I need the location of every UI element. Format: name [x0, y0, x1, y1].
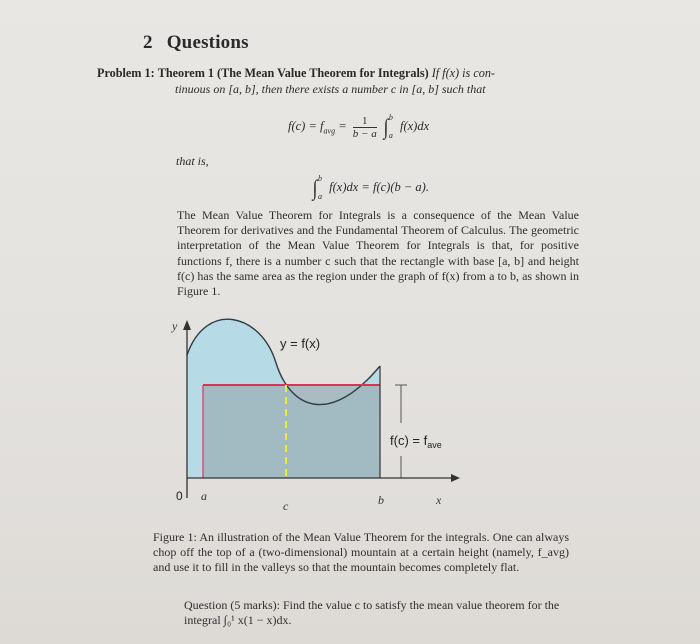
question-block	[184, 598, 576, 628]
eq1-frac-den: b − a	[352, 127, 377, 140]
fave-label: f(c) = f	[390, 433, 428, 448]
theorem-title: Theorem 1 (The Mean Value Theorem for Integrals)	[157, 66, 429, 80]
origin-label: 0	[176, 489, 183, 503]
mean-value-equation	[288, 114, 429, 140]
area-equation	[312, 175, 429, 201]
eq1-fraction	[353, 115, 377, 140]
eq1-equals: =	[338, 118, 347, 133]
figure-caption: Figure 1: An illustration of the Mean Value Theorem for the integrals. One can always chop off the top of a (two-dimensional) mountain at a certain height (namely, f_avg) and use it to fill in the valleys so that the mountain becomes completely flat.	[153, 530, 569, 574]
question-text: Find the value c to satisfy the mean value theorem for the integral ∫₀¹ x(1 − x)dx.	[184, 598, 560, 627]
section-title: Questions	[166, 32, 249, 53]
question-label: Question (5 marks):	[184, 598, 280, 612]
problem-header	[97, 66, 495, 81]
x-axis-arrow	[451, 474, 460, 482]
eq1-sub: avg	[323, 126, 336, 136]
mvt-figure	[166, 318, 466, 518]
eq1-integrand: f(x)dx	[399, 118, 430, 133]
problem-label: Problem 1:	[97, 66, 155, 80]
a-tick-label: a	[201, 489, 207, 503]
theorem-statement-line2: tinuous on [a, b], then there exists a number c in [a, b] such that	[175, 82, 486, 96]
eq2-lower-limit: a	[318, 191, 323, 201]
eq2-upper-limit: b	[318, 173, 323, 183]
c-tick-label: c	[283, 499, 289, 513]
fave-label-group	[390, 433, 442, 450]
x-axis-label: x	[436, 493, 442, 507]
eq2-body: f(x)dx = f(c)(b − a).	[329, 179, 429, 194]
eq1-lower-limit: a	[388, 130, 393, 140]
integral-sign: ∫	[312, 175, 318, 200]
theorem-statement-line1: If f(x) is con-	[431, 66, 495, 80]
eq1-lhs: f(c) = f	[288, 118, 324, 133]
integral-sign: ∫	[383, 114, 389, 139]
y-axis-arrow	[183, 320, 191, 330]
fave-sub: ave	[427, 440, 442, 450]
average-rectangle	[203, 385, 380, 478]
eq1-upper-limit: b	[388, 112, 393, 122]
y-axis-label: y	[172, 319, 178, 333]
b-tick-label: b	[378, 493, 384, 507]
that-is-text: that is,	[176, 154, 209, 168]
section-heading	[143, 32, 249, 54]
curve-label: y = f(x)	[280, 336, 321, 351]
section-number: 2	[143, 32, 153, 53]
explanation-paragraph: The Mean Value Theorem for Integrals is a consequence of the Mean Value Theorem for derivatives and the Fundamental Theorem of Calculus. The geometric interpretation of the Mean Value Theorem for Integrals is that, for positive functions f, there is a number c such that the rectangle with base [a, b] and height f(c) has the same area as the region under the graph of f(x) from a to b, as shown in Figure 1.	[177, 208, 579, 299]
eq1-frac-num: 1	[353, 115, 377, 128]
